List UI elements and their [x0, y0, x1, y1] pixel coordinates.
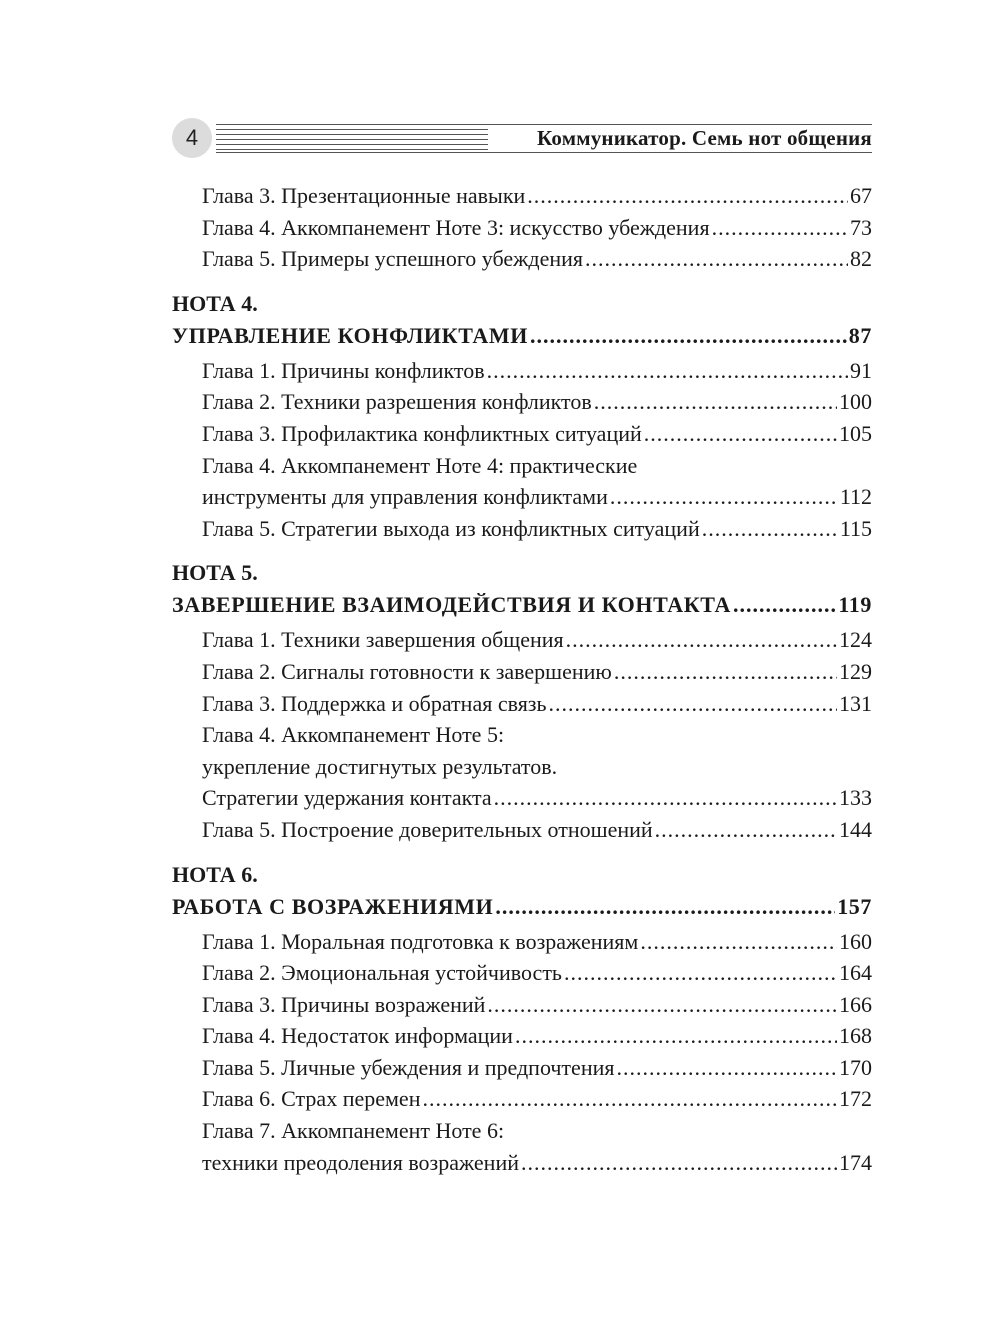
chapter-page-number: 160: [839, 928, 872, 954]
chapter-title: Глава 4. Аккомпанемент Ноте 3: искусство убеждения: [202, 214, 710, 240]
toc-chapter-entry[interactable]: [172, 1147, 872, 1179]
toc-chapter-entry[interactable]: [172, 1052, 872, 1084]
header-rules: [216, 124, 488, 152]
chapter-title: Глава 5. Построение доверительных отношений: [202, 816, 653, 842]
part-page-number: 87: [848, 322, 872, 348]
chapter-title-line: Глава 4. Аккомпанемент Ноте 5:: [202, 722, 505, 748]
toc-chapter-entry[interactable]: [172, 814, 872, 846]
part-title: ЗАВЕРШЕНИЕ ВЗАИМОДЕЙСТВИЯ И КОНТАКТА: [172, 592, 731, 618]
toc-chapter-entry[interactable]: [172, 989, 872, 1021]
toc-chapter-entry[interactable]: [172, 212, 872, 244]
dot-leader: [487, 989, 837, 1021]
chapter-page-number: 73: [850, 214, 872, 240]
part-page-number: 157: [837, 893, 872, 919]
chapter-title-line: Глава 4. Аккомпанемент Ноте 4: практические: [202, 452, 638, 478]
chapter-page-number: 115: [839, 515, 872, 541]
chapter-title: Глава 3. Профилактика конфликтных ситуаций: [202, 420, 642, 446]
chapter-page-number: 170: [839, 1054, 872, 1080]
running-title: Коммуникатор. Семь нот общения: [525, 126, 872, 150]
table-of-contents: [172, 180, 872, 1178]
toc-chapter-entry[interactable]: [172, 1020, 872, 1052]
chapter-page-number: 174: [839, 1149, 872, 1175]
part-label: НОТА 6.: [172, 861, 258, 887]
chapter-title: Глава 5. Личные убеждения и предпочтения: [202, 1054, 615, 1080]
chapter-title: Глава 3. Поддержка и обратная связь: [202, 690, 547, 716]
chapter-page-number: 164: [839, 960, 872, 986]
dot-leader: [527, 180, 848, 212]
chapter-page-number: 100: [839, 389, 872, 415]
dot-leader: [494, 782, 837, 814]
chapter-title: Глава 5. Примеры успешного убеждения: [202, 246, 583, 272]
chapter-title: Глава 2. Эмоциональная устойчивость: [202, 960, 562, 986]
dot-leader: [702, 513, 838, 545]
part-title: РАБОТА С ВОЗРАЖЕНИЯМИ: [172, 893, 494, 919]
dot-leader: [515, 1020, 837, 1052]
dot-leader: [549, 688, 837, 720]
chapter-title: инструменты для управления конфликтами: [202, 484, 608, 510]
toc-chapter-entry[interactable]: [172, 513, 872, 545]
toc-chapter-entry[interactable]: [172, 656, 872, 688]
chapter-title: Глава 4. Недостаток информации: [202, 1023, 513, 1049]
part-label: НОТА 4.: [172, 290, 258, 316]
toc-chapter-entry[interactable]: [172, 926, 872, 958]
dot-leader: [585, 243, 848, 275]
dot-leader: [422, 1083, 837, 1115]
header-rule-top: [216, 124, 872, 125]
chapter-title: Глава 3. Презентационные навыки: [202, 183, 526, 208]
toc-chapter-entry[interactable]: [172, 386, 872, 418]
chapter-page-number: 124: [839, 627, 872, 653]
chapter-title-line: укрепление достигнутых результатов.: [202, 753, 558, 779]
toc-part: [172, 289, 872, 545]
toc-chapter-entry[interactable]: [172, 957, 872, 989]
toc-chapter-entry[interactable]: [172, 180, 872, 212]
toc-part: [172, 558, 872, 845]
running-header: [172, 118, 872, 158]
chapter-page-number: 105: [839, 420, 872, 446]
part-label: НОТА 5.: [172, 560, 258, 586]
chapter-page-number: 166: [839, 991, 872, 1017]
chapter-title: Глава 2. Сигналы готовности к завершению: [202, 658, 612, 684]
dot-leader: [655, 814, 837, 846]
dot-leader: [564, 957, 837, 989]
chapter-title: Глава 6. Страх перемен: [202, 1086, 421, 1112]
dot-leader: [614, 656, 837, 688]
dot-leader: [644, 418, 837, 450]
dot-leader: [733, 588, 836, 621]
dot-leader: [521, 1147, 837, 1179]
chapter-title: Глава 2. Техники разрешения конфликтов: [202, 389, 592, 415]
dot-leader: [487, 355, 848, 387]
chapter-page-number: 67: [850, 183, 872, 208]
chapter-title: Глава 3. Причины возражений: [202, 991, 486, 1017]
chapter-page-number: 144: [839, 816, 872, 842]
dot-leader: [530, 319, 847, 352]
chapter-page-number: 91: [850, 357, 872, 383]
chapter-page-number: 172: [839, 1086, 872, 1112]
dot-leader: [712, 212, 848, 244]
chapter-title: Глава 1. Техники завершения общения: [202, 627, 564, 653]
chapter-page-number: 168: [839, 1023, 872, 1049]
page-number: 4: [185, 125, 199, 150]
dot-leader: [640, 926, 837, 958]
toc-part-heading[interactable]: [172, 319, 872, 352]
chapter-title: Стратегии удержания контакта: [202, 785, 492, 811]
toc-chapter-entry[interactable]: [172, 782, 872, 814]
toc-part-heading[interactable]: [172, 890, 872, 923]
chapter-title: Глава 1. Моральная подготовка к возражениям: [202, 928, 639, 954]
toc-chapter-entry[interactable]: [172, 418, 872, 450]
chapter-title: Глава 1. Причины конфликтов: [202, 357, 485, 383]
part-title: УПРАВЛЕНИЕ КОНФЛИКТАМИ: [172, 322, 528, 348]
toc-chapter-entry[interactable]: [172, 624, 872, 656]
chapter-page-number: 82: [850, 246, 872, 272]
chapter-page-number: 131: [839, 690, 872, 716]
toc-chapter-entry[interactable]: [172, 355, 872, 387]
dot-leader: [566, 624, 837, 656]
dot-leader: [594, 386, 837, 418]
toc-part-heading[interactable]: [172, 588, 872, 621]
toc-chapter-entry[interactable]: [172, 1083, 872, 1115]
header-rule-bottom: [216, 152, 872, 153]
toc-chapter-entry[interactable]: [172, 688, 872, 720]
chapter-page-number: 129: [839, 658, 872, 684]
part-page-number: 119: [838, 592, 872, 618]
toc-chapter-entry[interactable]: [172, 481, 872, 513]
chapter-page-number: 133: [839, 785, 872, 811]
chapter-title: Глава 5. Стратегии выхода из конфликтных ситуаций: [202, 515, 700, 541]
chapter-page-number: 112: [839, 484, 872, 510]
chapter-title: техники преодоления возражений: [202, 1149, 520, 1175]
toc-part: [172, 860, 872, 1179]
dot-leader: [616, 1052, 837, 1084]
dot-leader: [610, 481, 838, 513]
chapter-title-line: Глава 7. Аккомпанемент Ноте 6:: [202, 1118, 505, 1144]
dot-leader: [495, 890, 835, 923]
toc-chapter-entry[interactable]: [172, 243, 872, 275]
